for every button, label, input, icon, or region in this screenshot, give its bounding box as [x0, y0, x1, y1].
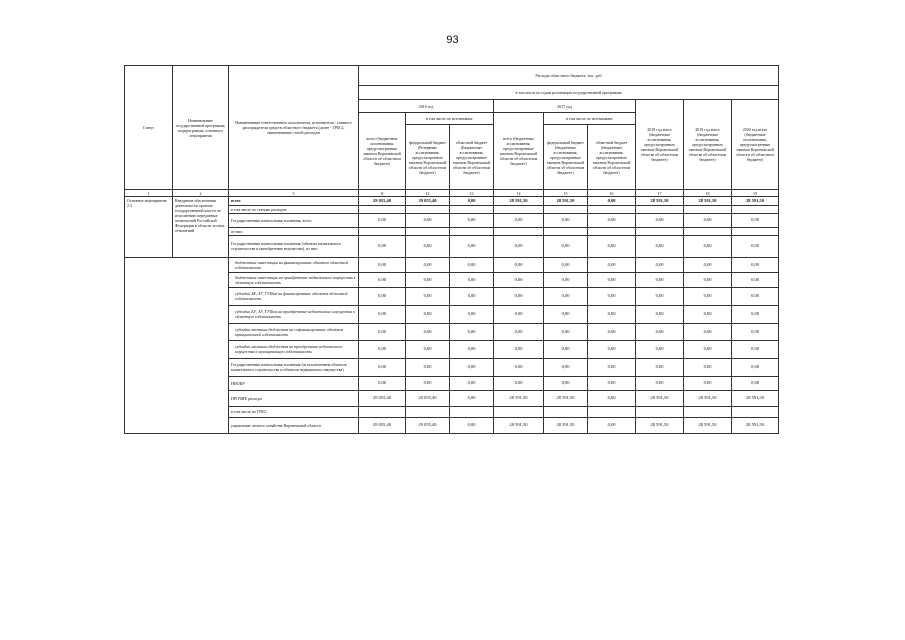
value-cell: 0,00: [732, 213, 779, 227]
value-cell: 0,00: [450, 417, 494, 433]
value-cell: 0,00: [494, 235, 544, 257]
value-cell: 0,00: [636, 323, 684, 340]
row-label: субсидии ЗК, АУ, ГУПам на финансирование объектов областной собственности: [229, 287, 359, 305]
value-cell: 0,00: [494, 272, 544, 287]
value-cell: 0,00: [684, 257, 732, 272]
column-number: 3: [229, 190, 359, 197]
row-label: Государственные капитальные вложения (за исключением объектов капитального строительства и объектов недвижимого имущества): [229, 358, 359, 376]
empty-merged-cell: [125, 257, 229, 433]
value-cell: 0,00: [359, 272, 406, 287]
value-cell: 0,00: [684, 340, 732, 358]
column-number: 14: [494, 190, 544, 197]
value-cell: [732, 227, 779, 235]
value-cell: 0,00: [544, 340, 588, 358]
column-number: 16: [588, 190, 636, 197]
value-cell: 0,00: [494, 358, 544, 376]
value-cell: 0,00: [588, 340, 636, 358]
value-cell: 28 591,50: [684, 197, 732, 206]
value-cell: 0,00: [544, 323, 588, 340]
value-cell: 28 591,50: [636, 197, 684, 206]
value-cell: 29 055,40: [406, 390, 450, 406]
col-2017-federal-header: федеральный бюджет (бюджетные ассигнования, предусмотренные законом Воронежской области об областном бюджете): [544, 125, 588, 190]
value-cell: 0,00: [684, 376, 732, 390]
value-cell: [406, 205, 450, 213]
row-label: бюджетные инвестиции на финансирование объектов областной собственности: [229, 257, 359, 272]
value-cell: 0,00: [494, 287, 544, 305]
value-cell: 0,00: [359, 305, 406, 323]
value-cell: 0,00: [636, 287, 684, 305]
value-cell: 28 591,50: [494, 390, 544, 406]
value-cell: [684, 406, 732, 417]
value-cell: 0,00: [494, 323, 544, 340]
value-cell: 0,00: [732, 272, 779, 287]
value-cell: 28 591,50: [732, 390, 779, 406]
budget-table: [124, 65, 779, 434]
value-cell: 0,00: [450, 358, 494, 376]
value-cell: 0,00: [544, 272, 588, 287]
row-label: управление лесного хозяйства Воронежской области: [229, 417, 359, 433]
status-cell: Основное мероприятие 2.3: [125, 197, 173, 258]
value-cell: 0,00: [494, 257, 544, 272]
col-2016-federal-header: федеральный бюджет (Резервные ассигнования, предусмотренные законом Воронежской области об областном бюджете): [406, 125, 450, 190]
value-cell: 0,00: [544, 213, 588, 227]
value-cell: 0,00: [406, 257, 450, 272]
row-label: всего: [229, 197, 359, 206]
value-cell: [588, 227, 636, 235]
value-cell: 0,00: [684, 235, 732, 257]
col-2018-header: 2018 год всего (бюджетные ассигнования, предусмотренные законом Воронежской области об областном бюджете): [636, 100, 684, 190]
value-cell: 28 591,50: [636, 390, 684, 406]
value-cell: 0,00: [406, 305, 450, 323]
value-cell: [636, 227, 684, 235]
col-2016-regional-header: областной бюджет (Бюджетные ассигнования, предусмотренные законом Воронежской области об областном бюджете): [450, 125, 494, 190]
incl-2017-header: в том числе по источникам:: [544, 113, 636, 125]
value-cell: 29 055,40: [406, 417, 450, 433]
value-cell: [544, 205, 588, 213]
value-cell: 29 055,40: [359, 390, 406, 406]
value-cell: [406, 227, 450, 235]
value-cell: 0,00: [359, 235, 406, 257]
value-cell: 28 591,50: [544, 197, 588, 206]
row-label: в том числе по ГРБС:: [229, 406, 359, 417]
value-cell: 0,00: [588, 390, 636, 406]
value-cell: [494, 406, 544, 417]
column-number: 13: [450, 190, 494, 197]
value-cell: 0,00: [636, 213, 684, 227]
value-cell: 0,00: [636, 358, 684, 376]
value-cell: 28 591,50: [494, 197, 544, 206]
incl-2016-header: в том числе по источникам:: [406, 113, 494, 125]
value-cell: 0,00: [359, 376, 406, 390]
column-number: 18: [684, 190, 732, 197]
table-row: [125, 257, 779, 272]
value-cell: 0,00: [450, 213, 494, 227]
value-cell: 0,00: [636, 376, 684, 390]
value-cell: 0,00: [406, 358, 450, 376]
value-cell: 0,00: [450, 305, 494, 323]
value-cell: 0,00: [732, 287, 779, 305]
value-cell: 0,00: [544, 376, 588, 390]
value-cell: 0,00: [359, 257, 406, 272]
value-cell: 28 591,50: [684, 390, 732, 406]
value-cell: [732, 205, 779, 213]
value-cell: 0,00: [588, 358, 636, 376]
value-cell: 0,00: [450, 376, 494, 390]
value-cell: 0,00: [684, 358, 732, 376]
row-label: субсидии местным бюджетам на приобретение недвижимого имущества в муниципальную собственность: [229, 340, 359, 358]
value-cell: 0,00: [450, 272, 494, 287]
value-cell: 0,00: [684, 305, 732, 323]
col-program-header: Наименование государственной программы, подпрограммы, основного мероприятия: [173, 66, 229, 190]
value-cell: 0,00: [450, 323, 494, 340]
col-executor-header: Наименование ответственного исполнителя, исполнителя - главного распорядителя средств областного бюджета (далее - ГРБС), наименование статей расходов: [229, 66, 359, 190]
value-cell: 28 591,50: [544, 390, 588, 406]
year-2016-header: 2016 год: [359, 100, 494, 113]
value-cell: 0,00: [588, 417, 636, 433]
value-cell: [359, 205, 406, 213]
value-cell: 0,00: [588, 213, 636, 227]
value-cell: [684, 205, 732, 213]
value-cell: 0,00: [732, 340, 779, 358]
value-cell: 0,00: [494, 213, 544, 227]
value-cell: 0,00: [732, 235, 779, 257]
value-cell: 0,00: [406, 272, 450, 287]
value-cell: 0,00: [684, 213, 732, 227]
value-cell: 0,00: [588, 287, 636, 305]
value-cell: 0,00: [588, 272, 636, 287]
program-cell: Внедрение обеспечения деятельности органов государственной власти по исполнению переданных полномочий Российской Федерации в области лесных отношений: [173, 197, 229, 258]
row-label: Государственные капитальные вложения, всего: [229, 213, 359, 227]
value-cell: 0,00: [359, 213, 406, 227]
value-cell: 0,00: [732, 358, 779, 376]
value-cell: 0,00: [406, 340, 450, 358]
value-cell: 0,00: [359, 358, 406, 376]
value-cell: 28 591,50: [494, 417, 544, 433]
value-cell: 0,00: [636, 340, 684, 358]
value-cell: 0,00: [450, 340, 494, 358]
value-cell: 0,00: [588, 257, 636, 272]
value-cell: 0,00: [406, 376, 450, 390]
value-cell: 28 591,50: [544, 417, 588, 433]
value-cell: 0,00: [494, 376, 544, 390]
value-cell: 0,00: [450, 257, 494, 272]
value-cell: 0,00: [732, 305, 779, 323]
page-number: 93: [446, 34, 459, 46]
row-label: субсидии БУ, АУ, ГУПам на приобретение недвижимого имущества в областную собственность: [229, 305, 359, 323]
value-cell: [588, 205, 636, 213]
column-number: 11: [359, 190, 406, 197]
value-cell: [450, 406, 494, 417]
value-cell: 0,00: [588, 376, 636, 390]
table-row: [125, 197, 779, 206]
value-cell: 0,00: [544, 305, 588, 323]
value-cell: [406, 406, 450, 417]
value-cell: 29 055,40: [406, 197, 450, 206]
value-cell: 0,00: [588, 323, 636, 340]
col-status-header: Статус: [125, 66, 173, 190]
table-body: [125, 197, 779, 434]
value-cell: 0,00: [359, 287, 406, 305]
value-cell: 0,00: [636, 305, 684, 323]
value-cell: 29 055,40: [359, 197, 406, 206]
col-2016-total-header: всего (бюджетные ассигнования, предусмотренные законом Воронежской области об областном бюджете): [359, 113, 406, 190]
value-cell: 0,00: [450, 287, 494, 305]
value-cell: 0,00: [494, 340, 544, 358]
column-number: 12: [406, 190, 450, 197]
value-cell: 0,00: [684, 272, 732, 287]
value-cell: 0,00: [588, 305, 636, 323]
value-cell: 0,00: [450, 197, 494, 206]
value-cell: [544, 406, 588, 417]
value-cell: 0,00: [544, 235, 588, 257]
column-number: 17: [636, 190, 684, 197]
value-cell: 0,00: [406, 235, 450, 257]
value-cell: 28 591,50: [732, 417, 779, 433]
value-cell: 0,00: [406, 323, 450, 340]
column-number: 2: [173, 190, 229, 197]
value-cell: [359, 406, 406, 417]
value-cell: 0,00: [684, 287, 732, 305]
value-cell: 0,00: [588, 235, 636, 257]
value-cell: 0,00: [732, 323, 779, 340]
value-cell: 0,00: [636, 257, 684, 272]
table-subtitle: в том числе по годам реализации государственной программы: [359, 86, 779, 100]
year-2017-header: 2017 год: [494, 100, 636, 113]
column-number: 15: [544, 190, 588, 197]
row-label: в том числе по статьям расходов:: [229, 205, 359, 213]
value-cell: 28 591,50: [636, 417, 684, 433]
value-cell: 0,00: [359, 323, 406, 340]
value-cell: [636, 406, 684, 417]
value-cell: 0,00: [406, 287, 450, 305]
value-cell: 0,00: [684, 323, 732, 340]
row-label: субсидии местным бюджетам на софинансирование объектов муниципальной собственности: [229, 323, 359, 340]
row-label: Государственные капитальные вложения (объекты капитального строительства и приобретение имущества), из них:: [229, 235, 359, 257]
value-cell: [450, 205, 494, 213]
column-number: 19: [732, 190, 779, 197]
value-cell: [684, 227, 732, 235]
value-cell: 0,00: [732, 257, 779, 272]
col-2020-header: 2020 год всего (бюджетные ассигнования, предусмотренные законом Воронежской области об областном бюджете): [732, 100, 779, 190]
value-cell: 0,00: [450, 390, 494, 406]
value-cell: [359, 227, 406, 235]
value-cell: 29 055,40: [359, 417, 406, 433]
value-cell: 0,00: [544, 257, 588, 272]
value-cell: 28 591,50: [684, 417, 732, 433]
value-cell: 0,00: [636, 272, 684, 287]
value-cell: [636, 205, 684, 213]
row-label: ПРОЧИЕ расходы: [229, 390, 359, 406]
budget-table-sheet: [124, 65, 778, 434]
value-cell: 0,00: [636, 235, 684, 257]
value-cell: 0,00: [732, 376, 779, 390]
value-cell: 0,00: [450, 235, 494, 257]
value-cell: [544, 227, 588, 235]
table-title: Расходы областного бюджета, тыс. руб: [359, 66, 779, 86]
row-label: бюджетные инвестиции на приобретение недвижимого имущества в областную собственность: [229, 272, 359, 287]
value-cell: [494, 205, 544, 213]
col-2019-header: 2019 год всего (бюджетные ассигнования, предусмотренные законом Воронежской области об областном бюджете): [684, 100, 732, 190]
value-cell: 0,00: [359, 340, 406, 358]
value-cell: 0,00: [588, 197, 636, 206]
col-2017-regional-header: областной бюджет (бюджетные ассигнования, предусмотренные законом Воронежской области об областном бюджете): [588, 125, 636, 190]
value-cell: 0,00: [544, 358, 588, 376]
value-cell: 28 591,50: [732, 197, 779, 206]
row-label: НИОКР: [229, 376, 359, 390]
value-cell: [732, 406, 779, 417]
value-cell: [588, 406, 636, 417]
value-cell: 0,00: [406, 213, 450, 227]
row-label: из них:: [229, 227, 359, 235]
value-cell: [494, 227, 544, 235]
col-2017-total-header: всего (бюджетные ассигнования, предусмотренные законом Воронежской области об областном бюджете): [494, 113, 544, 190]
value-cell: 0,00: [494, 305, 544, 323]
value-cell: 0,00: [544, 287, 588, 305]
value-cell: [450, 227, 494, 235]
column-number: 1: [125, 190, 173, 197]
